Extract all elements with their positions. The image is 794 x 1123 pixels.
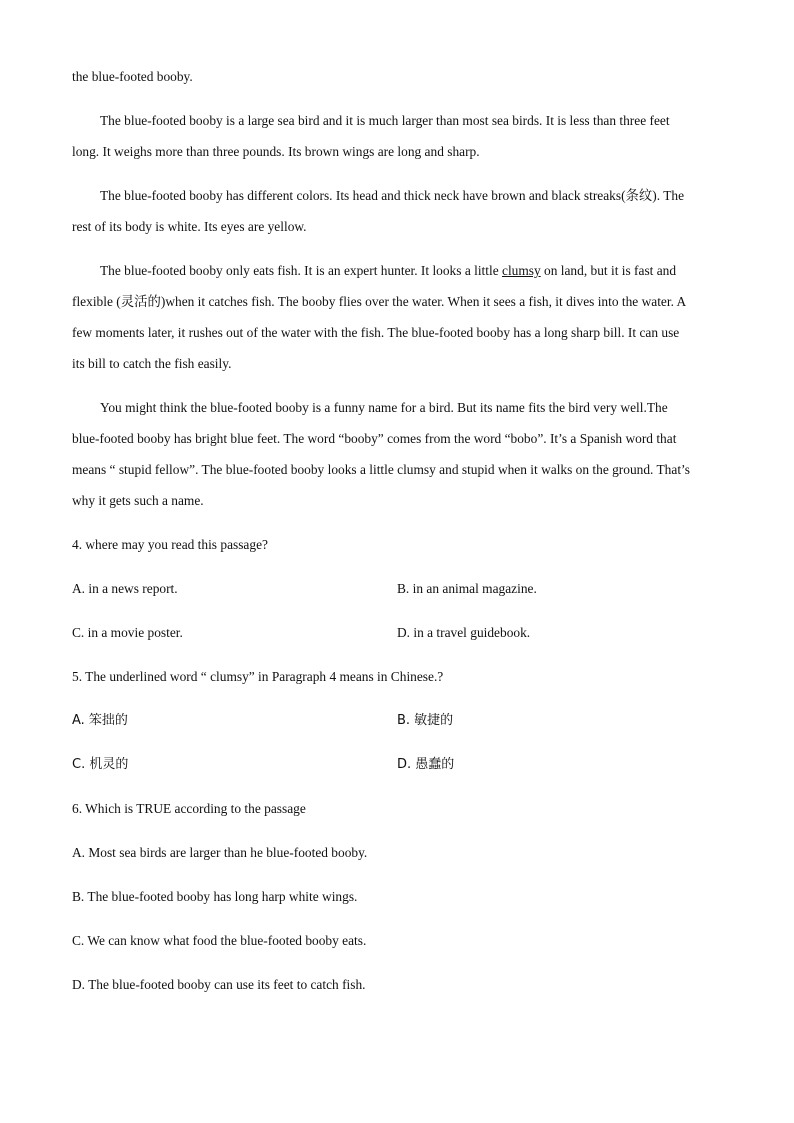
text-segment: The blue-footed booby only eats fish. It is an expert hunter. It looks a little (100, 263, 502, 278)
question-4-stem: 4. where may you read this passage? (72, 537, 268, 552)
text-line: means “ stupid fellow”. The blue-footed booby looks a little clumsy and stupid when it walks on the ground. That’s (72, 462, 690, 477)
text-line: You might think the blue-footed booby is a funny name for a bird. But its name fits the bird very well.The (100, 400, 668, 415)
text-line: rest of its body is white. Its eyes are yellow. (72, 219, 307, 234)
option-d[interactable]: D. in a travel guidebook. (397, 625, 531, 640)
option-c[interactable]: C. 机灵的 (72, 757, 129, 772)
question-5-stem: 5. The underlined word “ clumsy” in Paragraph 4 means in Chinese.? (72, 669, 444, 684)
text-line: The blue-footed booby is a large sea bird and it is much larger than most sea birds. It is less than three feet (100, 113, 670, 128)
text-line: few moments later, it rushes out of the water with the fish. The blue-footed booby has a long sharp bill. It can use (72, 325, 680, 340)
option-c[interactable]: C. in a movie poster. (72, 625, 183, 640)
question-6-stem: 6. Which is TRUE according to the passage (72, 801, 306, 816)
paragraph-1 (72, 105, 724, 167)
option-b[interactable]: B. in an animal magazine. (397, 581, 537, 596)
text-segment: on land, but it is fast and (540, 263, 677, 278)
text-line (72, 255, 724, 286)
option-c[interactable]: C. We can know what food the blue-footed booby eats. (72, 933, 367, 948)
document-page (72, 61, 724, 1013)
option-d[interactable]: D. 愚蠢的 (397, 757, 455, 772)
text-line: flexible (灵活的)when it catches fish. The booby flies over the water. When it sees a fish, it dives into the water. A (72, 294, 687, 309)
question-5-options (72, 705, 724, 780)
text-line: the blue-footed booby. (72, 69, 193, 84)
text-line: The blue-footed booby has different colors. Its head and thick neck have brown and black streaks(条纹). The (100, 188, 685, 203)
option-b[interactable]: B. 敏捷的 (397, 713, 454, 728)
paragraph-4 (72, 392, 724, 516)
paragraph-3 (72, 255, 724, 379)
underlined-word: clumsy (502, 263, 541, 278)
question-4-options (72, 573, 724, 648)
text-line: its bill to catch the fish easily. (72, 356, 232, 371)
option-a[interactable]: A. in a news report. (72, 581, 178, 596)
text-line: why it gets such a name. (72, 493, 204, 508)
option-a[interactable]: A. Most sea birds are larger than he blue-footed booby. (72, 845, 368, 860)
text-line: long. It weighs more than three pounds. Its brown wings are long and sharp. (72, 144, 480, 159)
option-b[interactable]: B. The blue-footed booby has long harp white wings. (72, 889, 358, 904)
option-d[interactable]: D. The blue-footed booby can use its feet to catch fish. (72, 977, 366, 992)
paragraph-2 (72, 180, 724, 242)
option-a[interactable]: A. 笨拙的 (72, 713, 128, 728)
passage-intro-tail (72, 61, 724, 92)
text-line: blue-footed booby has bright blue feet. The word “booby” comes from the word “bobo”. It’s a Spanish word that (72, 431, 677, 446)
